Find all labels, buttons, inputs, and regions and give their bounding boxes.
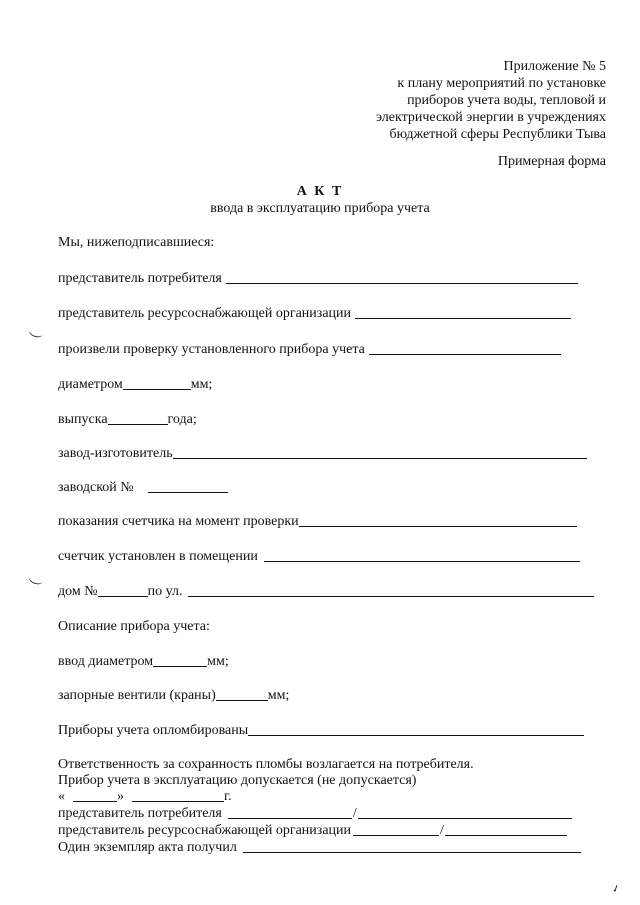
serial-field[interactable] [148, 480, 228, 493]
consumer-rep-field[interactable] [226, 271, 578, 284]
scan-corner-mark: ✓ [609, 882, 622, 897]
release-label: выпуска [58, 412, 108, 427]
appendix-line-1: Приложение № 5 [503, 59, 606, 74]
valves-unit: мм; [267, 688, 290, 703]
manufacturer-line [58, 446, 587, 462]
form-type-note: Примерная форма [497, 154, 606, 169]
release-year-field[interactable] [108, 412, 168, 425]
appendix-line-3: приборов учета воды, тепловой и [407, 93, 606, 108]
supplier-signature-field[interactable] [353, 823, 439, 836]
check-label: произвели проверку установленного прибора учета [58, 342, 365, 357]
signature-separator: / [352, 806, 357, 821]
consumer-name-field[interactable] [358, 806, 572, 819]
diameter-unit: мм; [190, 377, 213, 392]
admission-text: Прибор учета в эксплуатацию допускается (не допускается) [58, 773, 417, 788]
sealed-label: Приборы учета опломбированы [58, 723, 249, 738]
received-label: Один экземпляр акта получил [58, 840, 237, 855]
consumer-signature-field[interactable] [228, 806, 352, 819]
signature-supplier-line [58, 823, 567, 839]
consumer-rep-line [58, 271, 578, 287]
document-title: А К Т [296, 184, 344, 199]
inlet-unit: мм; [207, 654, 229, 669]
responsibility-text: Ответственность за сохранность пломбы возлагается на потребителя. [58, 757, 474, 772]
sealed-line [58, 723, 584, 739]
valves-label: запорные вентили (краны) [58, 688, 216, 703]
valves-line [58, 688, 289, 704]
release-year-unit: года; [167, 412, 197, 427]
device-field[interactable] [369, 342, 561, 355]
intro-label: Мы, нижеподписавшиеся: [58, 235, 215, 250]
description-line [58, 619, 210, 635]
signature-separator: / [440, 823, 444, 838]
appendix-line-5: бюджетной сферы Республики Тыва [389, 127, 606, 142]
reading-label: показания счетчика на момент проверки [58, 514, 299, 529]
document-subtitle: ввода в эксплуатацию прибора учета [210, 201, 430, 216]
signature-supplier-label: представитель ресурсоснабжающей организации [58, 823, 352, 838]
scan-check-mark [28, 326, 44, 339]
scan-check-mark [28, 573, 44, 586]
year-suffix: г. [224, 789, 232, 804]
house-label: дом № [58, 584, 98, 599]
address-line [58, 584, 594, 600]
room-field[interactable] [264, 549, 580, 562]
sealed-field[interactable] [248, 723, 584, 736]
supplier-rep-field[interactable] [355, 306, 571, 319]
appendix-line-4: электрической энергии в учреждениях [376, 110, 606, 125]
valves-field[interactable] [216, 688, 268, 701]
room-label: счетчик установлен в помещении [58, 549, 258, 564]
month-field[interactable] [132, 789, 224, 802]
signature-consumer-label: представитель потребителя [58, 806, 222, 821]
serial-line [58, 480, 228, 496]
inlet-diameter-field[interactable] [153, 654, 207, 667]
supplier-rep-line [58, 306, 571, 322]
received-field[interactable] [243, 840, 581, 853]
date-line [58, 789, 232, 805]
supplier-rep-label: представитель ресурсоснабжающей организации [58, 306, 352, 321]
day-field[interactable] [73, 789, 117, 802]
check-line [58, 342, 561, 358]
street-label: по ул. [147, 584, 183, 599]
diameter-line [58, 377, 212, 393]
signature-consumer-line [58, 806, 572, 822]
diameter-field[interactable] [123, 377, 191, 390]
serial-label: заводской № [58, 480, 134, 495]
received-line [58, 840, 581, 856]
manufacturer-field[interactable] [173, 446, 587, 459]
quote-close: » [117, 789, 124, 804]
intro-line [58, 235, 214, 251]
admission-line [58, 773, 416, 789]
description-label: Описание прибора учета: [58, 619, 210, 634]
appendix-line-2: к плану мероприятий по установке [397, 76, 606, 91]
inlet-label: ввод диаметром [58, 654, 154, 669]
house-field[interactable] [98, 584, 148, 597]
reading-line [58, 514, 577, 530]
consumer-rep-label: представитель потребителя [58, 271, 222, 286]
quote-open: « [58, 789, 65, 804]
reading-field[interactable] [299, 514, 577, 527]
appendix-header [376, 58, 606, 143]
supplier-name-field[interactable] [445, 823, 567, 836]
inlet-line [58, 654, 229, 670]
manufacturer-label: завод-изготовитель [58, 446, 173, 461]
street-field[interactable] [188, 584, 594, 597]
release-line [58, 412, 197, 428]
diameter-label: диаметром [58, 377, 123, 392]
room-line [58, 549, 580, 565]
responsibility-line [58, 757, 474, 773]
